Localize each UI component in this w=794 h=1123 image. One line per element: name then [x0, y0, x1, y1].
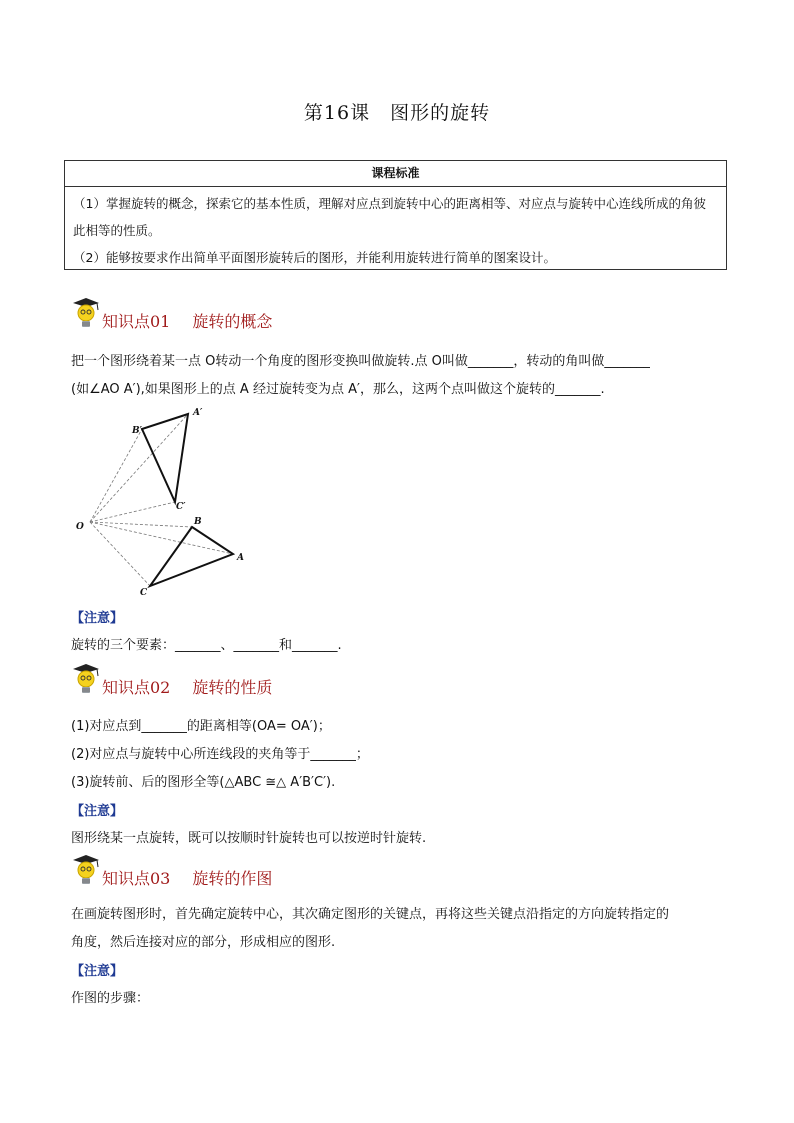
paragraph-line: (1)对应点到_______的距离相等(OA= OA′)； — [71, 719, 331, 734]
section-heading-02 — [70, 662, 470, 698]
paragraph-line: 在画旋转图形时，首先确定旋转中心，其次确定图形的关键点，再将这些关键点沿指定的方向旋转指定的 — [71, 907, 670, 922]
paragraph-line: 角度，然后连接对应的部分，形成相应的图形. — [71, 935, 336, 950]
scholar-bulb-icon — [70, 296, 102, 332]
label-a: A — [237, 553, 244, 563]
paragraph-line: (3)旋转前、后的图形全等(△ABC ≅△ A′B′C′). — [71, 775, 336, 790]
scholar-bulb-icon — [70, 853, 102, 889]
triangle-a-prime-b-prime-c-prime — [142, 414, 188, 502]
note-label: 【注意】 — [71, 804, 124, 819]
triangle-abc — [150, 527, 233, 586]
section-topic: 旋转的作图 — [192, 869, 273, 888]
course-standards-table — [64, 160, 727, 270]
label-a-prime: A′ — [193, 408, 203, 418]
paragraph-line: (2)对应点与旋转中心所连线段的夹角等于_______； — [71, 747, 369, 762]
standards-item: （2）能够按要求作出简单平面图形旋转后的图形，并能利用旋转进行简单的图案设计。 — [73, 250, 556, 265]
standards-body — [65, 187, 726, 271]
standards-item: （1）掌握旋转的概念，探索它的基本性质，理解对应点到旋转中心的距离相等、对应点与旋转中心连线所成的角彼此相等的性质。 — [73, 196, 706, 238]
label-b-prime: B′ — [132, 426, 142, 436]
label-o: O — [76, 522, 84, 532]
section-number: 知识点03 — [102, 869, 171, 888]
page-title: 第16课 图形的旋转 — [303, 102, 491, 124]
dashed-line-oa — [90, 522, 233, 554]
section-topic: 旋转的性质 — [192, 678, 273, 697]
label-b: B — [194, 517, 202, 527]
section-heading-01 — [70, 296, 470, 332]
section-number: 知识点02 — [102, 678, 171, 697]
paragraph-line: (如∠AO A′),如果图形上的点 A 经过旋转变为点 A′，那么，这两个点叫做这个旋转的_______. — [71, 382, 605, 397]
note-line: 作图的步骤： — [71, 991, 150, 1006]
note-line: 旋转的三个要素：_______、_______和_______. — [71, 638, 342, 653]
dashed-line-oc-prime — [90, 502, 175, 522]
note-label: 【注意】 — [71, 964, 124, 979]
scholar-bulb-icon — [70, 662, 102, 698]
paragraph-line: 把一个图形绕着某一点 O转动一个角度的图形变换叫做旋转.点 O叫做_______，转动的角叫做_______ — [71, 354, 650, 369]
note-line: 图形绕某一点旋转，既可以按顺时针旋转也可以按逆时针旋转. — [71, 831, 427, 846]
standards-heading: 课程标准 — [65, 161, 726, 187]
rotation-figure — [70, 402, 250, 602]
section-topic: 旋转的概念 — [192, 312, 273, 331]
note-label: 【注意】 — [71, 611, 124, 626]
label-c: C — [140, 588, 148, 598]
section-number: 知识点01 — [102, 312, 171, 331]
section-heading-03 — [70, 853, 470, 889]
dashed-line-ob — [90, 522, 192, 527]
dashed-line-ob-prime — [90, 429, 142, 522]
label-c-prime: C′ — [176, 502, 186, 512]
dashed-line-oc — [90, 522, 150, 586]
